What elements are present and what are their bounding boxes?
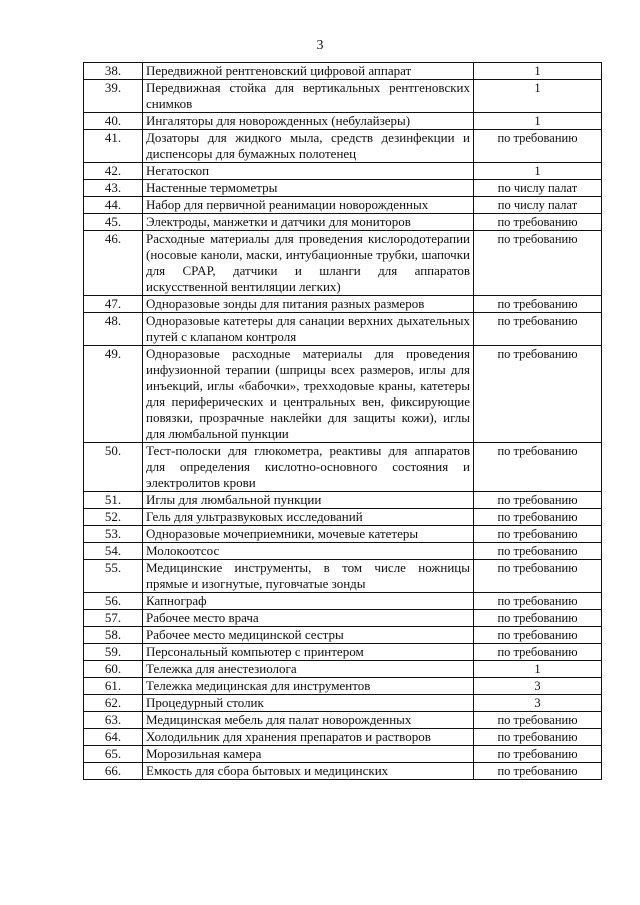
row-number: 60. xyxy=(84,661,143,678)
equipment-quantity: по требованию xyxy=(474,296,602,313)
row-number: 42. xyxy=(84,163,143,180)
equipment-name: Одноразовые катетеры для санации верхних дыхательных путей с клапаном контроля xyxy=(143,313,474,346)
equipment-quantity: 1 xyxy=(474,113,602,130)
equipment-quantity: по требованию xyxy=(474,560,602,593)
table-row xyxy=(84,313,602,346)
equipment-name: Передвижной рентгеновский цифровой аппарат xyxy=(143,63,474,80)
equipment-table-body xyxy=(84,63,602,780)
row-number: 47. xyxy=(84,296,143,313)
row-number: 44. xyxy=(84,197,143,214)
equipment-name: Гель для ультразвуковых исследований xyxy=(143,509,474,526)
row-number: 64. xyxy=(84,729,143,746)
table-row xyxy=(84,746,602,763)
row-number: 49. xyxy=(84,346,143,443)
equipment-name: Емкость для сбора бытовых и медицинских xyxy=(143,763,474,780)
table-row xyxy=(84,543,602,560)
table-row xyxy=(84,627,602,644)
equipment-name: Одноразовые расходные материалы для проведения инфузионной терапии (шприцы всех размеров, иглы для инъекций, иглы «бабочки», трехходовые краны, катетеры для периферических и центральных вен, фиксирующие повязки, прозрачные наклейки для защиты кожи), иглы для люмбальной пункции xyxy=(143,346,474,443)
row-number: 51. xyxy=(84,492,143,509)
equipment-quantity: по требованию xyxy=(474,313,602,346)
table-row xyxy=(84,644,602,661)
row-number: 55. xyxy=(84,560,143,593)
equipment-quantity: 1 xyxy=(474,63,602,80)
equipment-quantity: по требованию xyxy=(474,214,602,231)
table-row xyxy=(84,63,602,80)
row-number: 46. xyxy=(84,231,143,296)
table-row xyxy=(84,661,602,678)
row-number: 39. xyxy=(84,80,143,113)
equipment-quantity: по требованию xyxy=(474,746,602,763)
equipment-quantity: по требованию xyxy=(474,543,602,560)
table-row xyxy=(84,113,602,130)
row-number: 48. xyxy=(84,313,143,346)
equipment-quantity: по требованию xyxy=(474,443,602,492)
table-row xyxy=(84,296,602,313)
table-row xyxy=(84,130,602,163)
page-number: 3 xyxy=(316,38,324,53)
equipment-name: Передвижная стойка для вертикальных рентгеновских снимков xyxy=(143,80,474,113)
equipment-name: Одноразовые мочеприемники, мочевые катетеры xyxy=(143,526,474,543)
equipment-quantity: 1 xyxy=(474,80,602,113)
equipment-name: Негатоскоп xyxy=(143,163,474,180)
equipment-quantity: по требованию xyxy=(474,346,602,443)
equipment-name: Тележка для анестезиолога xyxy=(143,661,474,678)
row-number: 56. xyxy=(84,593,143,610)
row-number: 43. xyxy=(84,180,143,197)
row-number: 65. xyxy=(84,746,143,763)
equipment-name: Капнограф xyxy=(143,593,474,610)
table-row xyxy=(84,560,602,593)
row-number: 52. xyxy=(84,509,143,526)
equipment-quantity: по требованию xyxy=(474,712,602,729)
equipment-quantity: 1 xyxy=(474,163,602,180)
equipment-quantity: по требованию xyxy=(474,763,602,780)
equipment-quantity: по требованию xyxy=(474,231,602,296)
table-row xyxy=(84,610,602,627)
row-number: 57. xyxy=(84,610,143,627)
equipment-quantity: по требованию xyxy=(474,627,602,644)
equipment-quantity: по требованию xyxy=(474,492,602,509)
table-row xyxy=(84,197,602,214)
equipment-quantity: 1 xyxy=(474,661,602,678)
table-row xyxy=(84,231,602,296)
table-row xyxy=(84,346,602,443)
equipment-name: Рабочее место медицинской сестры xyxy=(143,627,474,644)
table-row xyxy=(84,526,602,543)
row-number: 63. xyxy=(84,712,143,729)
table-row xyxy=(84,214,602,231)
row-number: 61. xyxy=(84,678,143,695)
equipment-quantity: по требованию xyxy=(474,509,602,526)
equipment-name: Медицинская мебель для палат новорожденных xyxy=(143,712,474,729)
equipment-name: Морозильная камера xyxy=(143,746,474,763)
row-number: 41. xyxy=(84,130,143,163)
equipment-name: Персональный компьютер с принтером xyxy=(143,644,474,661)
equipment-name: Расходные материалы для проведения кислородотерапии (носовые каноли, маски, интубационные трубки, шапочки для CPAP, датчики и шланги для аппаратов искусственной вентиляции легких) xyxy=(143,231,474,296)
equipment-quantity: по требованию xyxy=(474,729,602,746)
table-row xyxy=(84,443,602,492)
table-row xyxy=(84,729,602,746)
equipment-name: Рабочее место врача xyxy=(143,610,474,627)
row-number: 54. xyxy=(84,543,143,560)
table-row xyxy=(84,763,602,780)
equipment-quantity: по требованию xyxy=(474,644,602,661)
equipment-name: Холодильник для хранения препаратов и растворов xyxy=(143,729,474,746)
equipment-name: Дозаторы для жидкого мыла, средств дезинфекции и диспенсоры для бумажных полотенец xyxy=(143,130,474,163)
row-number: 62. xyxy=(84,695,143,712)
equipment-name: Тележка медицинская для инструментов xyxy=(143,678,474,695)
equipment-table xyxy=(83,62,602,780)
equipment-name: Электроды, манжетки и датчики для мониторов xyxy=(143,214,474,231)
equipment-name: Настенные термометры xyxy=(143,180,474,197)
row-number: 58. xyxy=(84,627,143,644)
row-number: 40. xyxy=(84,113,143,130)
equipment-quantity: 3 xyxy=(474,695,602,712)
equipment-name: Процедурный столик xyxy=(143,695,474,712)
row-number: 66. xyxy=(84,763,143,780)
equipment-quantity: по требованию xyxy=(474,610,602,627)
table-row xyxy=(84,509,602,526)
equipment-name: Одноразовые зонды для питания разных размеров xyxy=(143,296,474,313)
equipment-name: Иглы для люмбальной пункции xyxy=(143,492,474,509)
table-row xyxy=(84,712,602,729)
equipment-quantity: по числу палат xyxy=(474,180,602,197)
row-number: 50. xyxy=(84,443,143,492)
table-row xyxy=(84,695,602,712)
table-row xyxy=(84,163,602,180)
table-row xyxy=(84,180,602,197)
equipment-quantity: по требованию xyxy=(474,593,602,610)
table-row xyxy=(84,593,602,610)
row-number: 38. xyxy=(84,63,143,80)
equipment-quantity: по числу палат xyxy=(474,197,602,214)
equipment-name: Ингаляторы для новорожденных (небулайзеры) xyxy=(143,113,474,130)
row-number: 45. xyxy=(84,214,143,231)
table-row xyxy=(84,492,602,509)
equipment-name: Молокоотсос xyxy=(143,543,474,560)
equipment-quantity: по требованию xyxy=(474,526,602,543)
equipment-name: Набор для первичной реанимации новорожденных xyxy=(143,197,474,214)
row-number: 53. xyxy=(84,526,143,543)
equipment-name: Медицинские инструменты, в том числе ножницы прямые и изогнутые, пуговчатые зонды xyxy=(143,560,474,593)
equipment-name: Тест-полоски для глюкометра, реактивы для аппаратов для определения кислотно-основного состояния и электролитов крови xyxy=(143,443,474,492)
equipment-quantity: по требованию xyxy=(474,130,602,163)
table-row xyxy=(84,80,602,113)
row-number: 59. xyxy=(84,644,143,661)
equipment-quantity: 3 xyxy=(474,678,602,695)
table-row xyxy=(84,678,602,695)
